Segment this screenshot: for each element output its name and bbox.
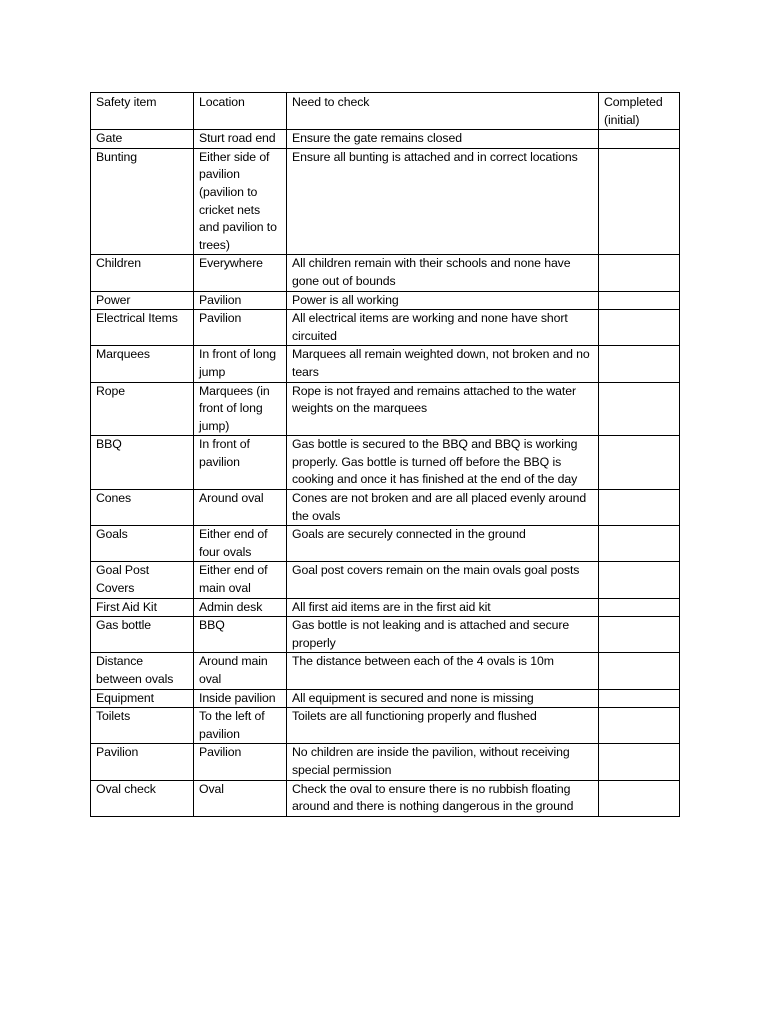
cell-location: Around oval [194,490,287,526]
table-header-row [91,93,680,130]
cell-need-to-check: Goal post covers remain on the main ovals goal posts [287,562,599,598]
table-row [91,780,680,816]
cell-need-to-check: All first aid items are in the first aid kit [287,598,599,617]
table-row [91,130,680,149]
cell-safety-item: Gate [91,130,194,149]
cell-safety-item: Distance between ovals [91,653,194,689]
cell-location: In front of long jump [194,346,287,382]
cell-safety-item: Gas bottle [91,617,194,653]
cell-need-to-check: Marquees all remain weighted down, not broken and no tears [287,346,599,382]
table-row [91,617,680,653]
cell-location: To the left of pavilion [194,708,287,744]
table-row [91,526,680,562]
cell-completed-initial[interactable] [599,598,680,617]
cell-completed-initial[interactable] [599,490,680,526]
table-row [91,653,680,689]
cell-need-to-check: Ensure all bunting is attached and in correct locations [287,148,599,255]
cell-location: Oval [194,780,287,816]
cell-need-to-check: All electrical items are working and none have short circuited [287,310,599,346]
cell-location: Pavilion [194,744,287,780]
cell-need-to-check: Ensure the gate remains closed [287,130,599,149]
cell-need-to-check: All children remain with their schools and none have gone out of bounds [287,255,599,291]
cell-location: BBQ [194,617,287,653]
table-row [91,310,680,346]
safety-checklist-table [90,92,680,817]
table-row [91,708,680,744]
cell-completed-initial[interactable] [599,780,680,816]
cell-safety-item: Equipment [91,689,194,708]
cell-completed-initial[interactable] [599,382,680,436]
table-row [91,689,680,708]
cell-need-to-check: Check the oval to ensure there is no rubbish floating around and there is nothing dangerous in the ground [287,780,599,816]
table-row [91,436,680,490]
cell-safety-item: Marquees [91,346,194,382]
table-row [91,598,680,617]
cell-location: Sturt road end [194,130,287,149]
header-completed: Completed (initial) [599,93,680,130]
cell-safety-item: Pavilion [91,744,194,780]
cell-completed-initial[interactable] [599,617,680,653]
cell-completed-initial[interactable] [599,526,680,562]
cell-need-to-check: The distance between each of the 4 ovals is 10m [287,653,599,689]
table-row [91,562,680,598]
cell-completed-initial[interactable] [599,346,680,382]
table-row [91,490,680,526]
header-safety-item: Safety item [91,93,194,130]
cell-location: Pavilion [194,310,287,346]
cell-completed-initial[interactable] [599,291,680,310]
table-row [91,255,680,291]
cell-safety-item: Rope [91,382,194,436]
cell-completed-initial[interactable] [599,689,680,708]
cell-safety-item: Toilets [91,708,194,744]
cell-location: Pavilion [194,291,287,310]
cell-need-to-check: Rope is not frayed and remains attached to the water weights on the marquees [287,382,599,436]
cell-location: Inside pavilion [194,689,287,708]
table-row [91,148,680,255]
table-body [91,130,680,817]
cell-safety-item: Goal Post Covers [91,562,194,598]
cell-location: Marquees (in front of long jump) [194,382,287,436]
cell-need-to-check: All equipment is secured and none is missing [287,689,599,708]
cell-safety-item: Cones [91,490,194,526]
cell-location: Around main oval [194,653,287,689]
table-row [91,744,680,780]
cell-completed-initial[interactable] [599,562,680,598]
table-row [91,346,680,382]
cell-safety-item: Bunting [91,148,194,255]
cell-safety-item: Power [91,291,194,310]
cell-completed-initial[interactable] [599,436,680,490]
header-need-to-check: Need to check [287,93,599,130]
cell-completed-initial[interactable] [599,744,680,780]
cell-location: Either end of four ovals [194,526,287,562]
cell-completed-initial[interactable] [599,255,680,291]
cell-need-to-check: No children are inside the pavilion, without receiving special permission [287,744,599,780]
cell-need-to-check: Goals are securely connected in the ground [287,526,599,562]
cell-location: Admin desk [194,598,287,617]
cell-location: Either end of main oval [194,562,287,598]
cell-completed-initial[interactable] [599,708,680,744]
cell-need-to-check: Gas bottle is not leaking and is attached and secure properly [287,617,599,653]
cell-safety-item: BBQ [91,436,194,490]
cell-completed-initial[interactable] [599,310,680,346]
table-row [91,291,680,310]
cell-completed-initial[interactable] [599,130,680,149]
cell-location: Either side of pavilion (pavilion to cricket nets and pavilion to trees) [194,148,287,255]
cell-need-to-check: Power is all working [287,291,599,310]
cell-safety-item: Electrical Items [91,310,194,346]
cell-need-to-check: Toilets are all functioning properly and flushed [287,708,599,744]
header-location: Location [194,93,287,130]
cell-need-to-check: Cones are not broken and are all placed evenly around the ovals [287,490,599,526]
cell-completed-initial[interactable] [599,653,680,689]
cell-need-to-check: Gas bottle is secured to the BBQ and BBQ is working properly. Gas bottle is turned off before the BBQ is cooking and once it has finished at the end of the day [287,436,599,490]
cell-location: Everywhere [194,255,287,291]
cell-safety-item: Goals [91,526,194,562]
cell-location: In front of pavilion [194,436,287,490]
cell-safety-item: First Aid Kit [91,598,194,617]
table-row [91,382,680,436]
cell-safety-item: Oval check [91,780,194,816]
cell-safety-item: Children [91,255,194,291]
cell-completed-initial[interactable] [599,148,680,255]
